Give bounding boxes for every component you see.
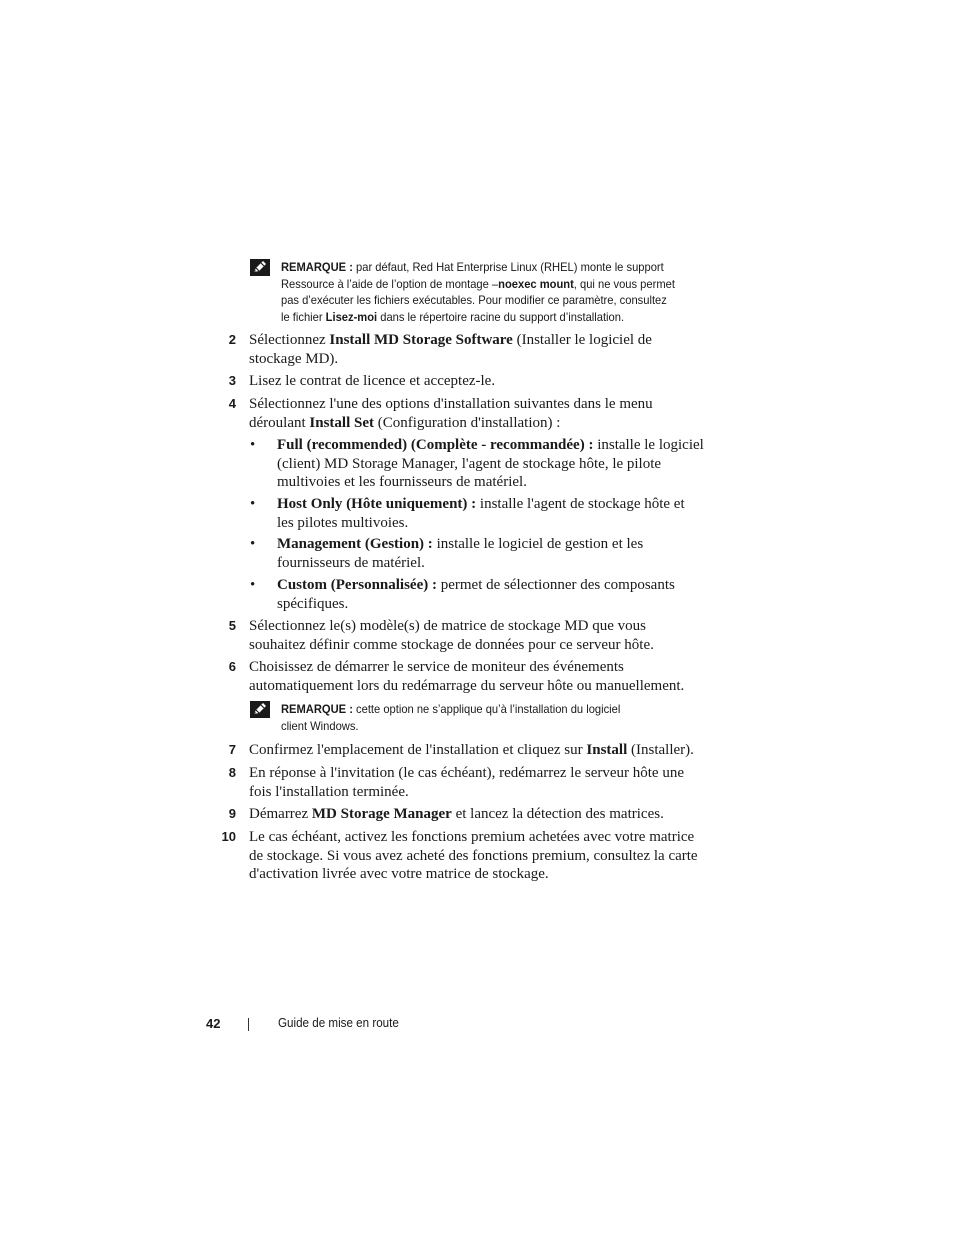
bullet-symbol: • [250,496,256,512]
bullet-symbol: • [250,536,256,552]
step-number: 7 [228,742,236,757]
bullet-full: Full (recommended) (Complète - recommandée) : installe le logiciel (client) MD Storage Manager, l'agent de stockage hôte, le pilote multivoies et les fournisseurs de matériel. [277,437,704,490]
step-10: Le cas échéant, activez les fonctions premium achetées avec votre matrice de stockage. Si vous avez acheté des fonctions premium, consultez la carte d'activation livrée avec votre matrice de stockage. [249,829,698,882]
bullet-management: Management (Gestion) : installe le logiciel de gestion et les fournisseurs de matériel. [277,536,644,571]
pencil-note-icon [250,259,270,276]
step-number: 3 [228,373,236,388]
step-number: 6 [228,659,236,674]
step-6: Choisissez de démarrer le service de moniteur des événements automatiquement lors du redémarrage du serveur hôte ou manuellement. [249,659,685,694]
step-number: 4 [228,396,236,411]
step-number: 5 [228,618,236,633]
bullet-symbol: • [250,437,256,453]
step-number: 2 [228,332,236,347]
step-number: 9 [228,806,236,821]
footer-divider [248,1018,249,1031]
bullet-host-only: Host Only (Hôte uniquement) : installe l'agent de stockage hôte et les pilotes multivoies. [277,496,685,531]
bullet-symbol: • [250,577,256,593]
step-number: 10 [221,829,236,844]
step-9: Démarrez MD Storage Manager et lancez la détection des matrices. [249,806,664,822]
pencil-note-icon [250,701,270,718]
step-7: Confirmez l'emplacement de l'installation et cliquez sur Install (Installer). [249,742,694,758]
step-4: Sélectionnez l'une des options d'installation suivantes dans le menu déroulant Install Set (Configuration d'installation) : [249,396,653,431]
step-number: 8 [228,765,236,780]
step-2: Sélectionnez Install MD Storage Software (Installer le logiciel de stockage MD). [249,332,652,367]
note-label: REMARQUE : [281,260,353,274]
footer-title: Guide de mise en route [278,1016,399,1030]
page-number: 42 [206,1016,221,1031]
step-3: Lisez le contrat de licence et acceptez-le. [249,373,496,389]
step-5: Sélectionnez le(s) modèle(s) de matrice de stockage MD que vous souhaitez définir comme stockage de données pour ce serveur hôte. [249,618,654,653]
step-8: En réponse à l'invitation (le cas échéant), redémarrez le serveur hôte une fois l'installation terminée. [249,765,684,800]
note-label: REMARQUE : [281,702,353,716]
bullet-custom: Custom (Personnalisée) : permet de sélectionner des composants spécifiques. [277,577,675,612]
